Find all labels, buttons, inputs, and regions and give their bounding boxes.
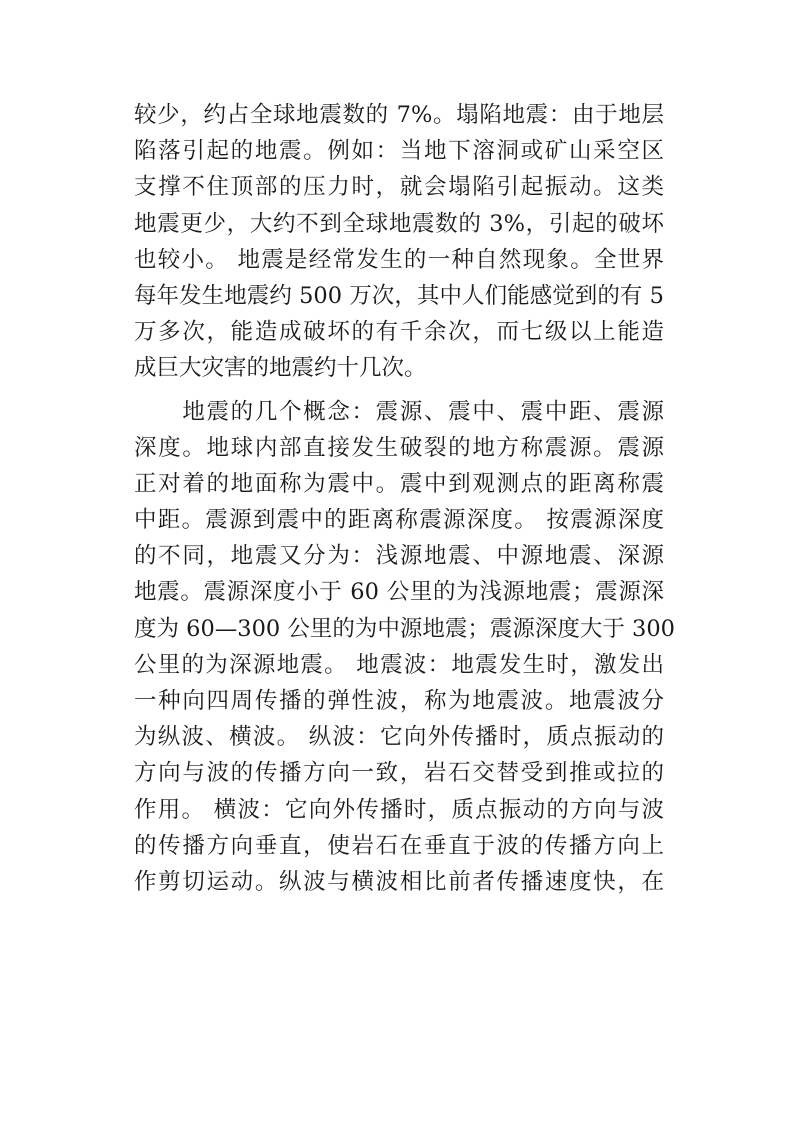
text-line: 每年发生地震约 500 万次，其中人们能感觉到的有 5 xyxy=(134,282,664,309)
text-line: 为纵波、横波。 纵波：它向外传播时，质点振动的 xyxy=(134,724,664,751)
text-line: 较少，约占全球地震数的 7%。塌陷地震：由于地层 xyxy=(134,102,664,128)
text-line: 的传播方向垂直，使岩石在垂直于波的传播方向上 xyxy=(134,832,664,859)
text-line: 度为 60—300 公里的为中源地震；震源深度大于 300 xyxy=(134,615,675,642)
text-line: 支撑不住顶部的压力时，就会塌陷引起振动。这类 xyxy=(134,174,664,201)
paragraph-1 xyxy=(134,97,664,387)
text-line: 方向与波的传播方向一致，岩石交替受到推或拉的 xyxy=(134,760,664,787)
text-line: 一种向四周传播的弹性波，称为地震波。地震波分 xyxy=(134,688,664,714)
text-line: 万多次，能造成破坏的有千余次，而七级以上能造 xyxy=(134,319,664,346)
text-line: 的不同，地震又分为：浅源地震、中源地震、深源 xyxy=(134,543,664,570)
text-line: 作用。 横波：它向外传播时，质点振动的方向与波 xyxy=(134,796,664,823)
text-line: 地震。震源深度小于 60 公里的为浅源地震；震源深 xyxy=(134,579,664,606)
paragraph-2 xyxy=(134,394,675,901)
text-line: 地震的几个概念：震源、震中、震中距、震源 xyxy=(134,398,664,425)
text-line: 公里的为深源地震。 地震波：地震发生时，激发出 xyxy=(134,651,664,678)
text-line: 地震更少，大约不到全球地震数的 3%，引起的破坏 xyxy=(134,210,664,237)
text-line: 正对着的地面称为震中。震中到观测点的距离称震 xyxy=(134,470,664,497)
body-text xyxy=(134,97,675,900)
paragraph-gap xyxy=(134,387,664,394)
text-line: 作剪切运动。纵波与横波相比前者传播速度快，在 xyxy=(134,868,664,895)
text-line: 也较小。 地震是经常发生的一种自然现象。全世界 xyxy=(134,246,664,273)
text-line: 成巨大灾害的地震约十几次。 xyxy=(134,355,427,382)
text-line: 深度。地球内部直接发生破裂的地方称震源。震源 xyxy=(134,434,664,461)
text-line: 陷落引起的地震。例如：当地下溶洞或矿山采空区 xyxy=(134,138,664,165)
text-line: 中距。震源到震中的距离称震源深度。 按震源深度 xyxy=(134,507,664,534)
